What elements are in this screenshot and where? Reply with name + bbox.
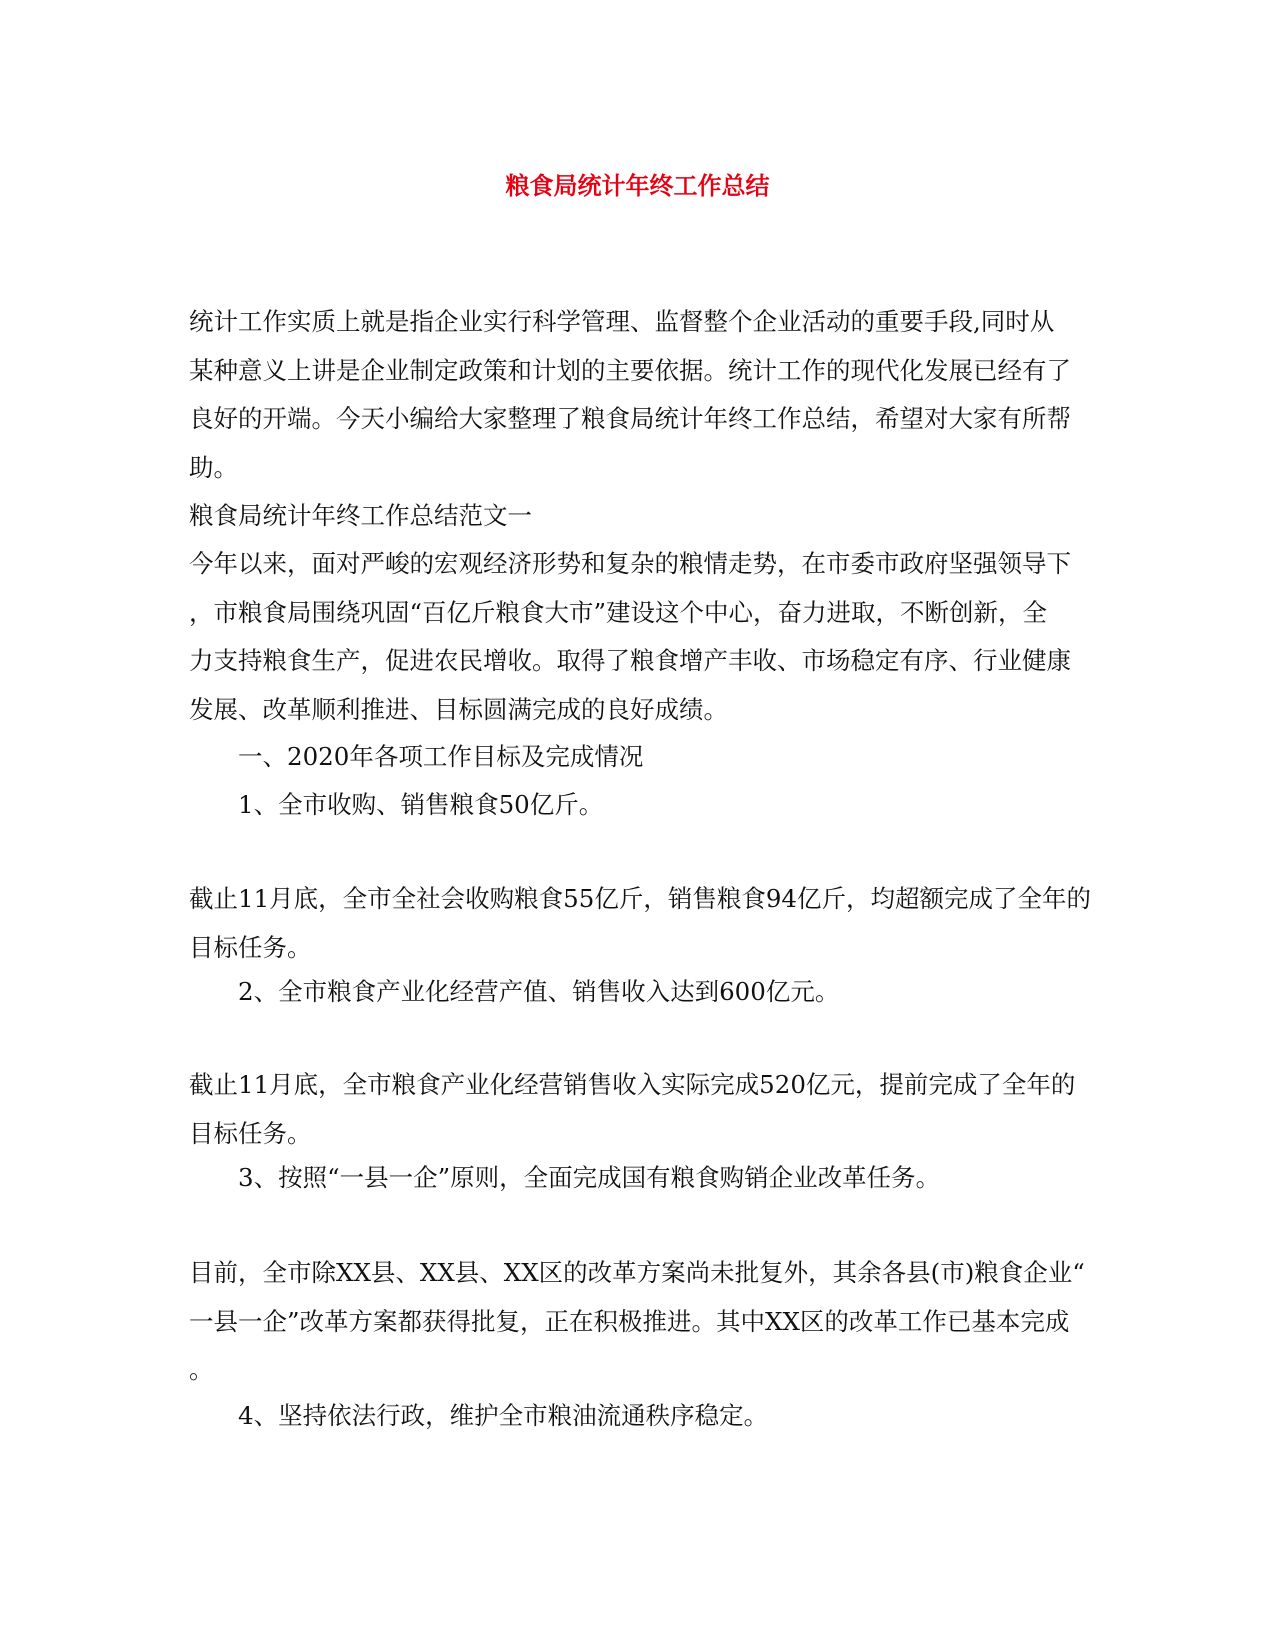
item-3-result-line: 目前，全市除XX县、XX县、XX区的改革方案尚未批复外，其余各县(市)粮食企业“ xyxy=(189,1258,1085,1287)
section-heading xyxy=(189,733,1091,782)
item-1 xyxy=(189,781,1091,830)
item-1-result-line: 截止11月底，全市全社会收购粮食55亿斤，销售粮食94亿斤，均超额完成了全年的 xyxy=(189,884,1092,913)
item-3-result xyxy=(189,1249,1091,1395)
item-1-text: 1、全市收购、销售粮食50亿斤。 xyxy=(238,790,604,819)
item-2 xyxy=(189,968,1091,1017)
overview-paragraph xyxy=(189,540,1091,734)
intro-paragraph xyxy=(189,298,1091,492)
item-2-result-line: 截止11月底，全市粮食产业化经营销售收入实际完成520亿元，提前完成了全年的 xyxy=(189,1070,1076,1099)
overview-line: ，市粮食局围绕巩固“百亿斤粮食大市”建设这个中心，奋力进取，不断创新，全 xyxy=(189,597,1048,627)
overview-line: 今年以来，面对严峻的宏观经济形势和复杂的粮情走势，在市委市政府坚强领导下 xyxy=(189,549,1071,578)
section1-heading: 一、2020年各项工作目标及完成情况 xyxy=(238,742,644,771)
item-2-result xyxy=(189,1061,1091,1158)
item-3-result-line: 。 xyxy=(189,1355,214,1384)
sample-heading xyxy=(189,492,1091,541)
item-3-result-line: 一县一企”改革方案都获得批复，正在积极推进。其中XX区的改革工作已基本完成 xyxy=(189,1306,1070,1336)
intro-line: 良好的开端。今天小编给大家整理了粮食局统计年终工作总结，希望对大家有所帮 xyxy=(189,404,1071,433)
document-title: 粮食局统计年终工作总结 xyxy=(505,171,770,200)
sample-heading-text: 粮食局统计年终工作总结范文一 xyxy=(189,501,532,530)
intro-line: 某种意义上讲是企业制定政策和计划的主要依据。统计工作的现代化发展已经有了 xyxy=(189,355,1071,385)
item-2-result-line: 目标任务。 xyxy=(189,1118,312,1148)
overview-line: 发展、改革顺利推进、目标圆满完成的良好成绩。 xyxy=(189,694,728,724)
item-4 xyxy=(189,1392,1091,1441)
item-3 xyxy=(189,1154,1091,1203)
item-1-result-line: 目标任务。 xyxy=(189,932,312,962)
item-3-text: 3、按照“一县一企”原则，全面完成国有粮食购销企业改革任务。 xyxy=(238,1163,941,1192)
overview-line: 力支持粮食生产，促进农民增收。取得了粮食增产丰收、市场稳定有序、行业健康 xyxy=(189,646,1071,675)
intro-line: 助。 xyxy=(189,452,238,482)
item-4-text: 4、坚持依法行政，维护全市粮油流通秩序稳定。 xyxy=(238,1401,769,1430)
item-2-text: 2、全市粮食产业化经营产值、销售收入达到600亿元。 xyxy=(238,977,840,1006)
intro-line: 统计工作实质上就是指企业实行科学管理、监督整个企业活动的重要手段,同时从 xyxy=(189,307,1055,336)
item-1-result xyxy=(189,875,1091,972)
